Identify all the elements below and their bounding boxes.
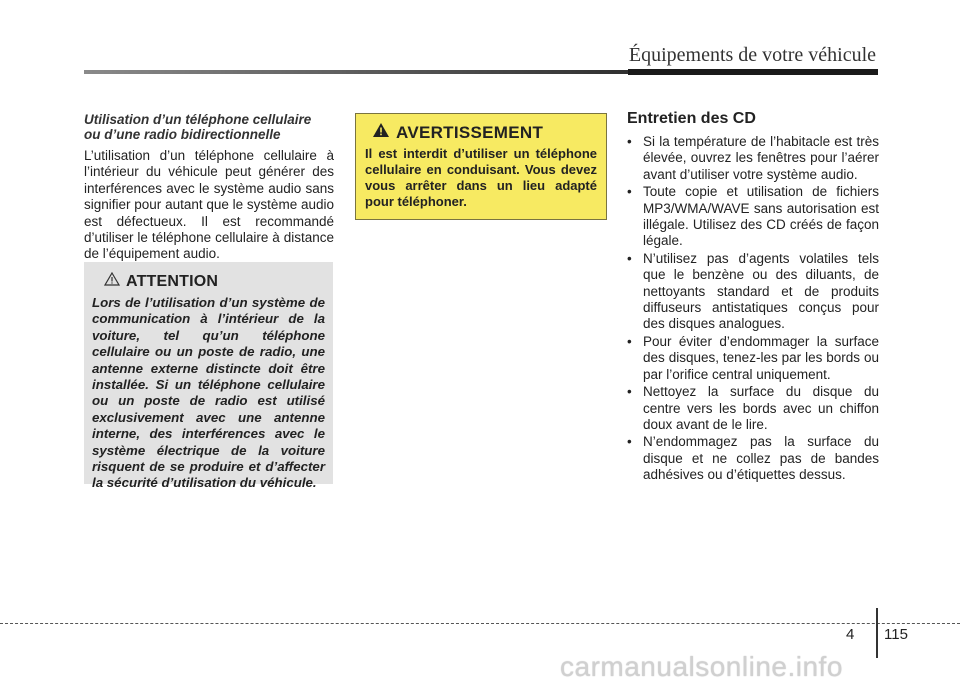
list-item-text: Nettoyez la surface du disque du centre vers les bords avec un chiffon doux avant de le lire.: [643, 384, 879, 432]
warning-title: AVERTISSEMENT: [396, 122, 544, 142]
list-item: [627, 134, 879, 183]
page-number-separator: [876, 608, 878, 658]
subheading-line-2: ou d’une radio bidirectionnelle: [84, 127, 281, 142]
warning-text: Il est interdit d’utiliser un téléphone cellulaire en conduisant. Vous devez vous arrêter dans un lieu adapté pour téléphoner.: [365, 146, 597, 209]
section-heading: Entretien des CD: [627, 110, 756, 127]
column-left: [84, 112, 334, 263]
page-number: 115: [884, 626, 908, 643]
maintenance-list: [627, 134, 879, 484]
warning-triangle-filled-icon: [372, 122, 390, 143]
list-item-text: Toute copie et utilisation de fichiers MP3/WMA/WAVE sans autorisation est illégale. Utilisez des CD créés de façon légale.: [643, 184, 879, 249]
list-item-text: N’utilisez pas d’agents volatiles tels que le benzène ou des diluants, de nettoyants standard et de produits diffuseurs antistatiques conçus pour des disques analogues.: [643, 250, 879, 332]
bullet-mark: •: [627, 250, 632, 266]
warning-header: [372, 122, 597, 143]
page-header-title: Équipements de votre véhicule: [628, 44, 876, 66]
attention-header: [104, 272, 325, 291]
attention-title: ATTENTION: [126, 272, 219, 290]
list-item: [627, 384, 879, 433]
chapter-number: 4: [846, 626, 855, 643]
warning-box: [355, 113, 607, 220]
bullet-mark: •: [627, 333, 632, 349]
list-item-text: Pour éviter d’endommager la surface des disques, tenez-les par les bords ou par l’orifice central uniquement.: [643, 333, 879, 382]
watermark: carmanualsonline.info: [560, 651, 843, 682]
bullet-mark: •: [627, 434, 632, 450]
bullet-mark: •: [627, 384, 632, 400]
list-item-text: N’endommagez pas la surface du disque et ne collez pas de bandes adhésives ou d’étiquettes dessus.: [643, 434, 879, 483]
attention-box: [84, 262, 333, 491]
column-right: [627, 110, 879, 485]
footer-rule: [0, 623, 960, 624]
body-paragraph: L’utilisation d’un téléphone cellulaire à l’intérieur du véhicule peut générer des interférences avec le système audio sans signifier pour autant que le système audio est défectueux. Il est recommandé d’utiliser le téléphone cellulaire à distance de l’équipement audio.: [84, 148, 334, 262]
attention-text: Lors de l’utilisation d’un système de communication à l’intérieur de la voiture, tel qu’un téléphone cellulaire ou un poste de radio, une antenne externe distincte doit être installée. Si un téléphone cellulaire ou un poste de radio est utilisé exclusivement avec une antenne interne, des interférences avec le système électrique de la voiture risquent de se produire et d’affecter la sécurité d’utilisation du véhicule.: [92, 295, 325, 491]
list-item: [627, 251, 879, 333]
section-subheading: [84, 112, 334, 142]
list-item: [627, 434, 879, 483]
list-item: [627, 334, 879, 383]
list-item-text: Si la température de l’habitacle est très élevée, ouvrez les fenêtres pour l’aérer avant d’utiliser votre système audio.: [643, 134, 879, 182]
caution-triangle-outline-icon: [104, 272, 120, 291]
list-item: [627, 184, 879, 250]
subheading-line-1: Utilisation d’un téléphone cellulaire: [84, 112, 312, 127]
bullet-mark: •: [627, 184, 632, 200]
bullet-mark: •: [627, 134, 632, 149]
header-rule: [84, 70, 878, 74]
